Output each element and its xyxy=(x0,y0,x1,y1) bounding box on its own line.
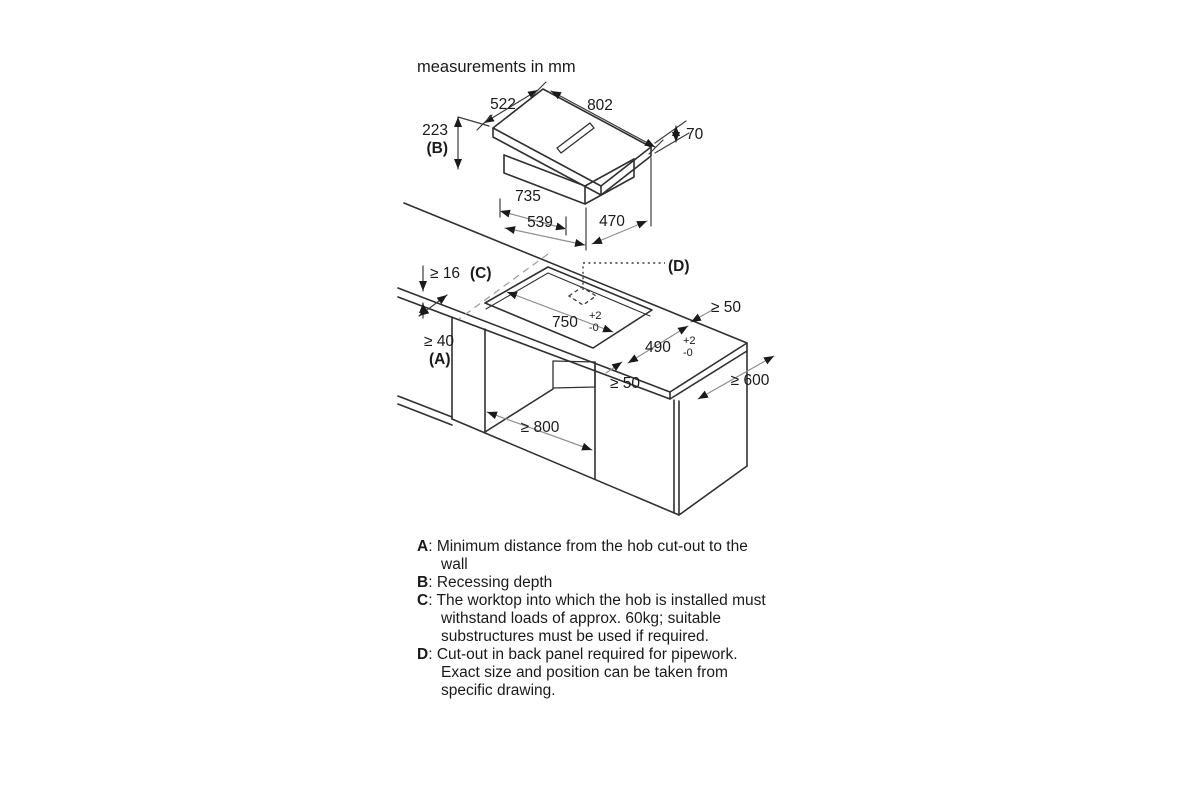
dim-duct-length: 735 xyxy=(515,188,541,205)
dim-cutout-width-tol-lower: -0 xyxy=(589,322,599,334)
legend xyxy=(417,538,769,700)
hob-outline xyxy=(493,89,651,204)
dim-rear-clearance: ≥ 50 xyxy=(710,299,742,316)
hob-dimension-labels xyxy=(422,96,703,231)
dim-pipework-key: (D) xyxy=(668,258,690,275)
legend-text-b: Recessing depth xyxy=(436,574,553,591)
hob-cutout xyxy=(485,267,652,348)
dim-worktop-thickness: ≥ 16 xyxy=(430,265,461,282)
vent-slot xyxy=(557,123,594,153)
legend-key-c: C xyxy=(417,592,429,609)
dim-worktop-thickness-key: (C) xyxy=(470,265,492,282)
dim-top-length: 802 xyxy=(587,97,613,114)
legend-item-c: C: The worktop into which the hob is installed must withstand loads of approx. 60kg; suitable substructures must be used if required. xyxy=(417,592,766,645)
legend-text-c: The worktop into which the hob is installed must withstand loads of approx. 60kg; suitable substructures must be used if required. xyxy=(436,592,766,645)
worktop-outline xyxy=(398,203,747,399)
dim-base-left: 539 xyxy=(527,214,553,231)
legend-item-d: D: Cut-out in back panel required for pipework. Exact size and position can be taken from specific drawing. xyxy=(417,646,738,699)
dim-worktop-depth: ≥ 600 xyxy=(730,372,770,389)
dim-height: 70 xyxy=(686,126,704,143)
legend-text-a: Minimum distance from the hob cut-out to the wall xyxy=(436,538,748,573)
legend-text-d: Cut-out in back panel required for pipework. Exact size and position can be taken from specific drawing. xyxy=(436,646,738,699)
dim-cutout-depth-tol-lower: -0 xyxy=(683,347,693,359)
dim-cutout-depth: 490 xyxy=(645,339,671,356)
legend-key-d: D xyxy=(417,646,429,663)
dim-cutout-width: 750 xyxy=(552,314,578,331)
dim-cutout-depth-tol-upper: +2 xyxy=(683,335,696,347)
hidden-wall-edge xyxy=(459,254,548,319)
dim-cutout-width-tol-upper: +2 xyxy=(589,310,602,322)
legend-item-b: B: Recessing depth xyxy=(417,574,553,591)
legend-item-a: A: Minimum distance from the hob cut-out to the wall xyxy=(417,538,748,573)
dim-wall-distance-key: (A) xyxy=(429,351,451,368)
dim-recess-depth: 223 xyxy=(422,122,448,139)
installation-dimension-labels xyxy=(424,258,770,436)
legend-key-b: B xyxy=(417,574,429,591)
dim-top-width: 522 xyxy=(490,96,516,113)
dim-front-clearance: ≥ 50 xyxy=(609,375,641,392)
dim-cabinet-width: ≥ 800 xyxy=(520,419,560,436)
legend-key-a: A xyxy=(417,538,429,555)
page-title: measurements in mm xyxy=(417,58,576,76)
dim-recess-key: (B) xyxy=(426,140,448,157)
pipework-cutout-marker xyxy=(569,263,665,305)
dim-base-right: 470 xyxy=(599,213,625,230)
dim-wall-distance: ≥ 40 xyxy=(424,333,455,350)
